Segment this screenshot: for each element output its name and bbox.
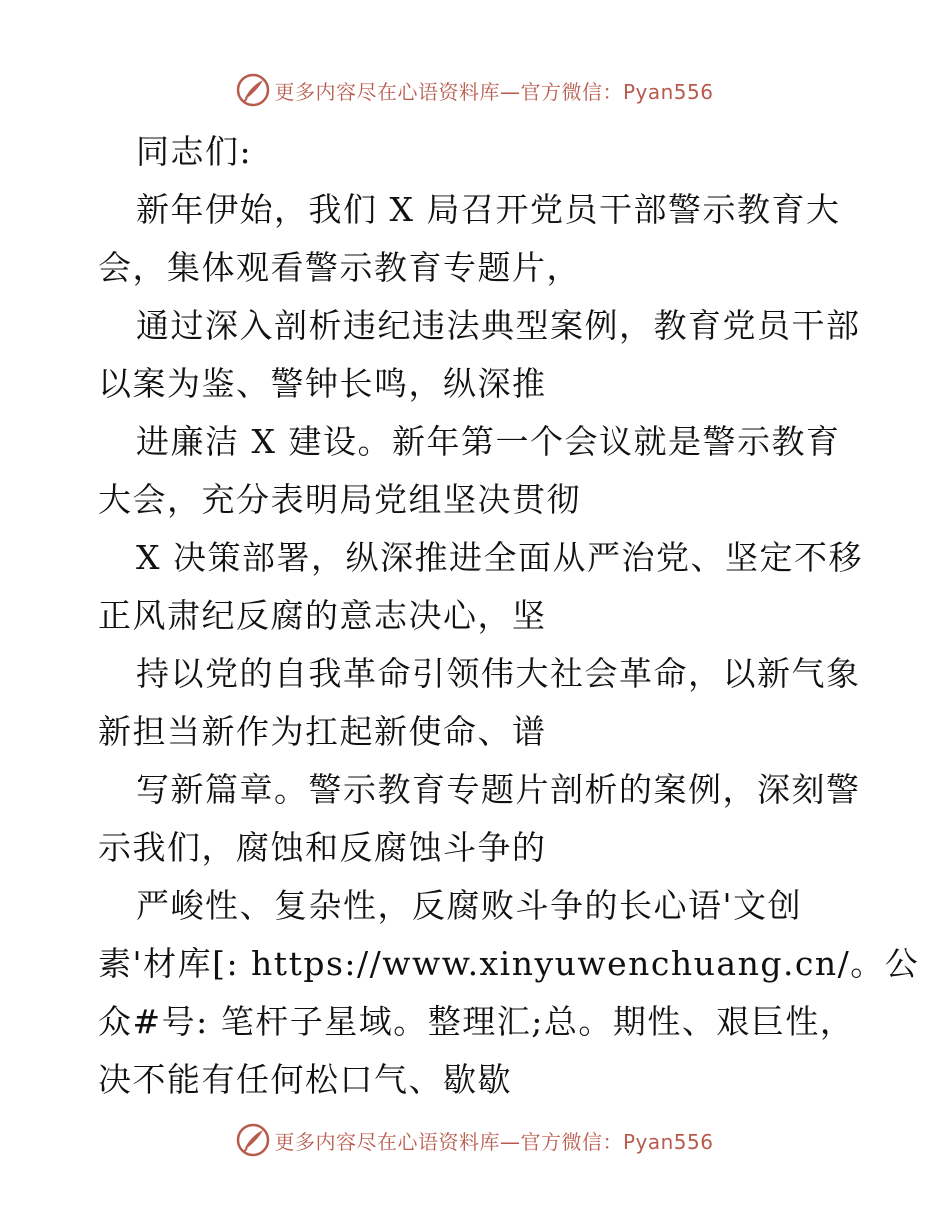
footer-banner [0,1120,950,1160]
document-body [98,123,920,1109]
body-line: 严峻性、复杂性，反腐败斗争的长心语'文创 [136,886,803,925]
greeting-line: 同志们: [136,132,253,171]
body-line: 大会，充分表明局党组坚决贯彻 [98,480,581,519]
body-line: 示我们，腐蚀和反腐蚀斗争的 [98,828,547,867]
body-line: 会，集体观看警示教育专题片， [98,248,581,287]
header-banner [0,70,950,110]
body-line: 持以党的自我革命引领伟大社会革命，以新气象 [136,654,861,693]
body-line: X 决策部署，纵深推进全面从严治党、坚定不移 [136,538,863,577]
body-line: 进廉洁 X 建设。新年第一个会议就是警示教育 [136,422,841,461]
quill-pen-logo-icon [236,73,270,107]
quill-pen-logo-icon [236,1123,270,1157]
header-banner-text: 更多内容尽在心语资料库—官方微信：Pyan556 [274,79,714,104]
body-line: 众#号: 笔杆子星域。整理汇;总。期性、艰巨性， [98,1002,855,1041]
body-line: 写新篇章。警示教育专题片剖析的案例，深刻警 [136,770,861,809]
body-line: 新年伊始，我们 X 局召开党员干部警示教育大 [136,190,841,229]
footer-banner-text: 更多内容尽在心语资料库—官方微信：Pyan556 [274,1129,714,1154]
body-line: 决不能有任何松口气、歇歇 [98,1060,512,1099]
body-line: 以案为鉴、警钟长鸣，纵深推 [98,364,547,403]
body-line: 新担当新作为扛起新使命、谱 [98,712,547,751]
body-line: 正风肃纪反腐的意志决心，坚 [98,596,547,635]
body-line: 素'材库[: https://www.xinyuwenchuang.cn/。公 [98,944,920,983]
body-line: 通过深入剖析违纪违法典型案例，教育党员干部 [136,306,861,345]
